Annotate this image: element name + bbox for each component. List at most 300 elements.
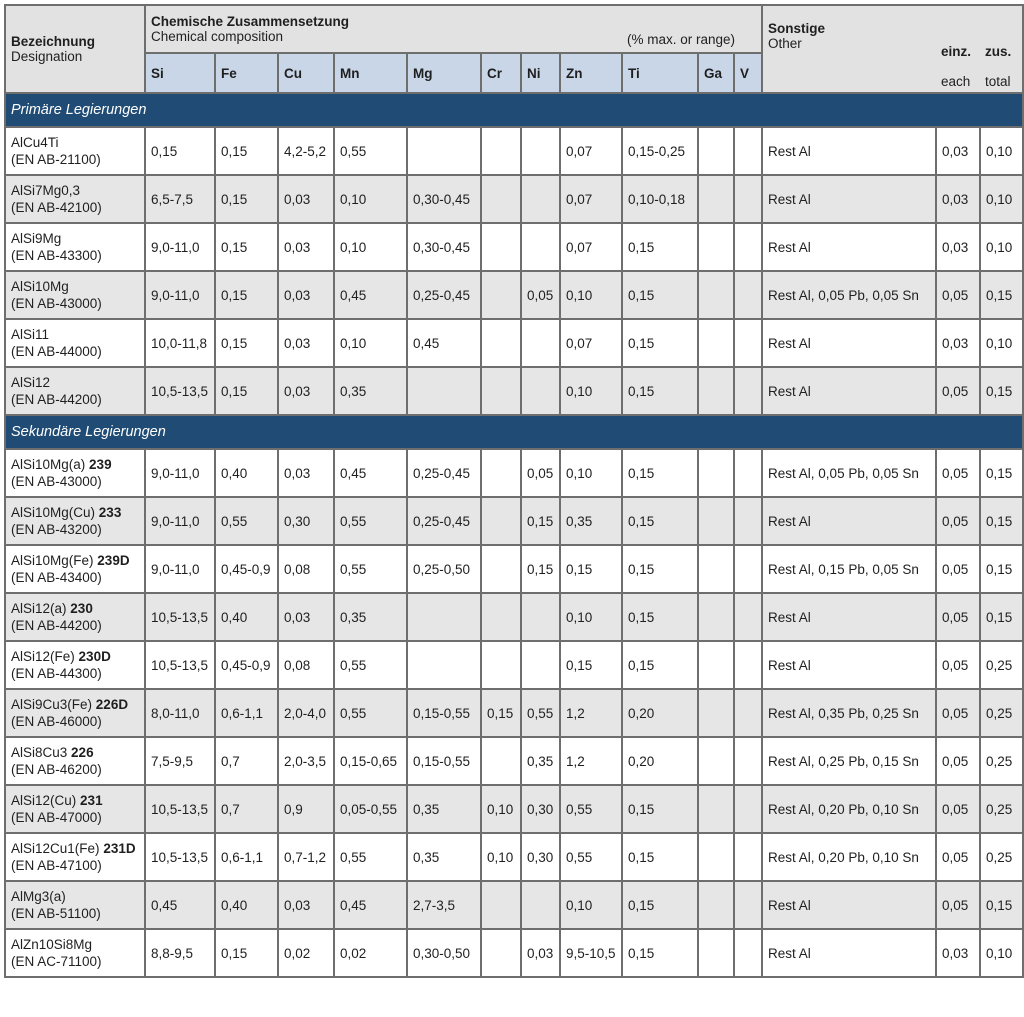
alloy-name: AlSi8Cu3 [11,745,68,760]
en-designation: (EN AB-43000) [11,296,102,311]
alloy-code: 226D [95,697,129,712]
en-designation: (EN AB-51100) [11,906,101,921]
cell-ga [698,737,734,785]
en-designation: (EN AB-46200) [11,762,102,777]
alloy-code: 231D [103,841,136,856]
composition-note: (% max. or range) [626,32,736,47]
element-header-mn: Mn [334,53,407,93]
cell-zn: 0,55 [560,833,622,881]
cell-v [734,367,762,415]
cell-each: 0,05 [936,689,980,737]
cell-mg: 0,30-0,50 [407,929,481,977]
cell-cr: 0,10 [481,833,521,881]
table-row [5,497,1023,545]
cell-ni [521,127,560,175]
designation-cell [5,881,145,929]
cell-mn: 0,15-0,65 [334,737,407,785]
alloy-name: AlSi10Mg(Fe) [11,553,94,568]
cell-fe: 0,15 [215,929,278,977]
cell-mn: 0,45 [334,881,407,929]
cell-mn: 0,10 [334,175,407,223]
alloy-name: AlMg3(a) [11,889,66,904]
cell-cr [481,641,521,689]
total-header [980,5,1023,93]
cell-mn: 0,55 [334,497,407,545]
cell-v [734,593,762,641]
table-row [5,593,1023,641]
cell-ga [698,689,734,737]
cell-other: Rest Al [762,881,936,929]
table-row [5,175,1023,223]
alloy-code: 230 [70,601,93,616]
cell-mn: 0,55 [334,689,407,737]
cell-si: 10,5-13,5 [145,785,215,833]
cell-v [734,881,762,929]
cell-cr [481,929,521,977]
cell-v [734,449,762,497]
cell-mn: 0,55 [334,641,407,689]
en-designation: (EN AB-46000) [11,714,102,729]
element-header-cr: Cr [481,53,521,93]
cell-mg: 0,25-0,50 [407,545,481,593]
alloy-name: AlSi10Mg(Cu) [11,505,96,520]
cell-other: Rest Al [762,367,936,415]
table-row [5,223,1023,271]
cell-each: 0,05 [936,497,980,545]
cell-fe: 0,15 [215,367,278,415]
cell-ga [698,127,734,175]
cell-each: 0,05 [936,367,980,415]
cell-si: 8,0-11,0 [145,689,215,737]
cell-other: Rest Al, 0,05 Pb, 0,05 Sn [762,271,936,319]
cell-mn: 0,55 [334,833,407,881]
designation-cell [5,271,145,319]
cell-cr [481,545,521,593]
cell-zn: 0,07 [560,319,622,367]
cell-ni [521,593,560,641]
element-header-ni: Ni [521,53,560,93]
alloy-name: AlSi10Mg(a) [11,457,86,472]
alloy-code: 226 [71,745,94,760]
cell-each: 0,05 [936,641,980,689]
alloy-composition-table [4,4,1024,978]
cell-each: 0,05 [936,593,980,641]
cell-other: Rest Al [762,593,936,641]
designation-cell [5,929,145,977]
cell-total: 0,15 [980,881,1023,929]
cell-fe: 0,6-1,1 [215,833,278,881]
alloy-name: AlZn10Si8Mg [11,937,93,952]
cell-cu: 0,03 [278,175,334,223]
cell-fe: 0,7 [215,785,278,833]
table-row [5,785,1023,833]
cell-cu: 0,03 [278,593,334,641]
en-designation: (EN AB-44300) [11,666,102,681]
cell-cu: 0,08 [278,545,334,593]
other-header-de: Sonstige [768,21,826,36]
cell-total: 0,10 [980,929,1023,977]
designation-cell [5,367,145,415]
cell-zn: 1,2 [560,737,622,785]
total-header-de: zus. [985,44,1012,59]
cell-cu: 0,30 [278,497,334,545]
cell-zn: 0,55 [560,785,622,833]
cell-zn: 0,15 [560,545,622,593]
alloy-code: 239D [97,553,130,568]
cell-mn: 0,45 [334,271,407,319]
cell-cr [481,127,521,175]
designation-cell [5,833,145,881]
cell-si: 6,5-7,5 [145,175,215,223]
cell-zn: 0,10 [560,367,622,415]
cell-fe: 0,40 [215,881,278,929]
cell-ni: 0,55 [521,689,560,737]
designation-cell [5,223,145,271]
alloy-name: AlSi12Cu1(Fe) [11,841,100,856]
table-row [5,881,1023,929]
designation-cell [5,175,145,223]
cell-cr [481,223,521,271]
en-designation: (EN AB-47100) [11,858,102,873]
other-header-en: Other [768,36,802,51]
cell-mg [407,127,481,175]
designation-cell [5,737,145,785]
cell-ti: 0,15 [622,833,698,881]
cell-zn: 1,2 [560,689,622,737]
cell-each: 0,03 [936,127,980,175]
cell-mn: 0,35 [334,367,407,415]
cell-mg: 0,30-0,45 [407,223,481,271]
composition-header-de: Chemische Zusammensetzung [151,14,350,29]
cell-ga [698,175,734,223]
cell-v [734,833,762,881]
cell-fe: 0,15 [215,127,278,175]
cell-si: 10,5-13,5 [145,833,215,881]
element-header-fe: Fe [215,53,278,93]
cell-mn: 0,05-0,55 [334,785,407,833]
alloy-name: AlSi9Mg [11,231,62,246]
cell-cu: 0,9 [278,785,334,833]
cell-v [734,223,762,271]
cell-ni [521,319,560,367]
cell-cu: 0,03 [278,449,334,497]
cell-each: 0,03 [936,319,980,367]
cell-si: 0,15 [145,127,215,175]
cell-zn: 0,15 [560,641,622,689]
en-designation: (EN AB-47000) [11,810,102,825]
en-designation: (EN AB-21100) [11,152,101,167]
cell-ga [698,497,734,545]
alloy-name: AlSi12(Fe) [11,649,75,664]
alloy-name: AlSi9Cu3(Fe) [11,697,93,712]
cell-ni [521,223,560,271]
cell-ga [698,545,734,593]
cell-total: 0,25 [980,833,1023,881]
cell-each: 0,03 [936,929,980,977]
cell-mg: 0,25-0,45 [407,449,481,497]
cell-mg: 0,35 [407,785,481,833]
cell-cu: 0,03 [278,271,334,319]
composition-header [145,5,762,53]
composition-header-en: Chemical composition [151,29,284,44]
cell-each: 0,05 [936,449,980,497]
element-header-ti: Ti [622,53,698,93]
element-header-zn: Zn [560,53,622,93]
designation-cell [5,319,145,367]
cell-fe: 0,7 [215,737,278,785]
en-designation: (EN AB-43000) [11,474,102,489]
en-designation: (EN AB-44200) [11,618,102,633]
designation-cell [5,449,145,497]
en-designation: (EN AB-43300) [11,248,102,263]
each-header-en: each [941,74,971,89]
cell-mn: 0,10 [334,319,407,367]
cell-ni [521,641,560,689]
cell-ga [698,929,734,977]
cell-si: 9,0-11,0 [145,449,215,497]
cell-cu: 0,02 [278,929,334,977]
table-row [5,641,1023,689]
cell-ti: 0,15 [622,271,698,319]
element-header-ga: Ga [698,53,734,93]
cell-each: 0,05 [936,737,980,785]
alloy-code: 230D [78,649,111,664]
cell-other: Rest Al [762,127,936,175]
en-designation: (EN AB-43400) [11,570,102,585]
table-row [5,929,1023,977]
cell-ti: 0,15 [622,449,698,497]
cell-si: 8,8-9,5 [145,929,215,977]
section-title: Primäre Legierungen [5,93,1023,127]
cell-each: 0,05 [936,545,980,593]
cell-ni: 0,03 [521,929,560,977]
element-header-mg: Mg [407,53,481,93]
cell-fe: 0,45-0,9 [215,641,278,689]
cell-ni: 0,15 [521,545,560,593]
cell-cu: 0,03 [278,367,334,415]
alloy-name: AlSi12(Cu) [11,793,77,808]
cell-mg: 0,45 [407,319,481,367]
alloy-name: AlSi7Mg0,3 [11,183,81,198]
element-header-si: Si [145,53,215,93]
cell-ti: 0,20 [622,737,698,785]
cell-fe: 0,6-1,1 [215,689,278,737]
cell-zn: 0,10 [560,881,622,929]
cell-cu: 2,0-3,5 [278,737,334,785]
designation-cell [5,785,145,833]
cell-ti: 0,15 [622,929,698,977]
cell-cu: 0,7-1,2 [278,833,334,881]
designation-header-en: Designation [11,49,83,64]
table-row [5,689,1023,737]
cell-mn: 0,35 [334,593,407,641]
each-header-de: einz. [941,44,972,59]
cell-ti: 0,15 [622,319,698,367]
cell-total: 0,10 [980,223,1023,271]
cell-zn: 0,07 [560,223,622,271]
cell-total: 0,15 [980,367,1023,415]
cell-si: 10,5-13,5 [145,593,215,641]
alloy-name: AlCu4Ti [11,135,59,150]
cell-mn: 0,10 [334,223,407,271]
designation-cell [5,689,145,737]
cell-mg: 0,25-0,45 [407,271,481,319]
alloy-code: 239 [89,457,112,472]
designation-header-de: Bezeichnung [11,34,96,49]
cell-other: Rest Al, 0,20 Pb, 0,10 Sn [762,785,936,833]
cell-total: 0,15 [980,449,1023,497]
cell-other: Rest Al [762,319,936,367]
cell-total: 0,10 [980,319,1023,367]
cell-ga [698,367,734,415]
cell-ti: 0,15 [622,367,698,415]
cell-other: Rest Al [762,641,936,689]
designation-cell [5,641,145,689]
cell-ti: 0,15 [622,593,698,641]
cell-si: 10,0-11,8 [145,319,215,367]
section-title: Sekundäre Legierungen [5,415,1023,449]
cell-si: 9,0-11,0 [145,545,215,593]
cell-each: 0,03 [936,175,980,223]
total-header-en: total [985,74,1011,89]
cell-mg: 0,25-0,45 [407,497,481,545]
en-designation: (EN AB-43200) [11,522,102,537]
cell-si: 9,0-11,0 [145,223,215,271]
each-header [936,5,980,93]
alloy-code: 231 [80,793,103,808]
cell-zn: 0,07 [560,175,622,223]
cell-v [734,127,762,175]
cell-mg: 0,30-0,45 [407,175,481,223]
cell-mg: 2,7-3,5 [407,881,481,929]
cell-ga [698,785,734,833]
cell-total: 0,15 [980,545,1023,593]
cell-cr [481,881,521,929]
cell-ti: 0,15 [622,641,698,689]
cell-mg: 0,35 [407,833,481,881]
cell-zn: 0,10 [560,271,622,319]
cell-other: Rest Al, 0,20 Pb, 0,10 Sn [762,833,936,881]
table-row [5,271,1023,319]
cell-cr [481,367,521,415]
cell-mn: 0,55 [334,127,407,175]
en-designation: (EN AB-44200) [11,392,102,407]
cell-each: 0,05 [936,833,980,881]
element-header-cu: Cu [278,53,334,93]
cell-ti: 0,15 [622,545,698,593]
cell-ti: 0,15 [622,881,698,929]
cell-mg [407,641,481,689]
cell-si: 0,45 [145,881,215,929]
cell-si: 7,5-9,5 [145,737,215,785]
cell-fe: 0,40 [215,593,278,641]
cell-zn: 0,07 [560,127,622,175]
cell-v [734,545,762,593]
cell-zn: 0,35 [560,497,622,545]
cell-ga [698,449,734,497]
cell-ni: 0,15 [521,497,560,545]
cell-total: 0,25 [980,641,1023,689]
other-header [762,5,936,93]
cell-ni: 0,05 [521,271,560,319]
cell-total: 0,10 [980,127,1023,175]
cell-other: Rest Al [762,929,936,977]
cell-ti: 0,15-0,25 [622,127,698,175]
cell-total: 0,15 [980,593,1023,641]
cell-other: Rest Al, 0,05 Pb, 0,05 Sn [762,449,936,497]
alloy-name: AlSi12(a) [11,601,67,616]
cell-ni: 0,35 [521,737,560,785]
cell-zn: 9,5-10,5 [560,929,622,977]
cell-fe: 0,55 [215,497,278,545]
cell-cr [481,175,521,223]
designation-cell [5,593,145,641]
cell-total: 0,25 [980,785,1023,833]
cell-zn: 0,10 [560,449,622,497]
cell-total: 0,15 [980,497,1023,545]
cell-si: 10,5-13,5 [145,367,215,415]
cell-other: Rest Al, 0,25 Pb, 0,15 Sn [762,737,936,785]
cell-fe: 0,45-0,9 [215,545,278,593]
table-row [5,545,1023,593]
cell-ti: 0,15 [622,785,698,833]
designation-header [5,5,145,93]
cell-each: 0,05 [936,785,980,833]
cell-cr [481,319,521,367]
cell-cr [481,449,521,497]
cell-v [734,689,762,737]
cell-other: Rest Al [762,175,936,223]
element-header-v: V [734,53,762,93]
cell-mn: 0,45 [334,449,407,497]
cell-zn: 0,10 [560,593,622,641]
section-row [5,93,1023,127]
cell-ni [521,367,560,415]
cell-ni [521,175,560,223]
cell-each: 0,03 [936,223,980,271]
cell-v [734,271,762,319]
cell-ga [698,833,734,881]
cell-ti: 0,15 [622,223,698,271]
cell-cr [481,593,521,641]
cell-other: Rest Al [762,497,936,545]
table-row [5,319,1023,367]
cell-fe: 0,15 [215,175,278,223]
cell-other: Rest Al, 0,15 Pb, 0,05 Sn [762,545,936,593]
cell-total: 0,25 [980,689,1023,737]
table-header [5,5,1023,93]
alloy-name: AlSi10Mg [11,279,69,294]
table-row [5,367,1023,415]
table-row [5,127,1023,175]
cell-fe: 0,40 [215,449,278,497]
cell-fe: 0,15 [215,271,278,319]
cell-cr [481,497,521,545]
cell-v [734,929,762,977]
cell-ga [698,271,734,319]
cell-each: 0,05 [936,271,980,319]
section-row [5,415,1023,449]
cell-ni [521,881,560,929]
cell-cu: 0,03 [278,223,334,271]
designation-cell [5,127,145,175]
cell-cu: 0,08 [278,641,334,689]
cell-ga [698,319,734,367]
cell-cu: 4,2-5,2 [278,127,334,175]
cell-v [734,737,762,785]
cell-ti: 0,15 [622,497,698,545]
cell-total: 0,15 [980,271,1023,319]
